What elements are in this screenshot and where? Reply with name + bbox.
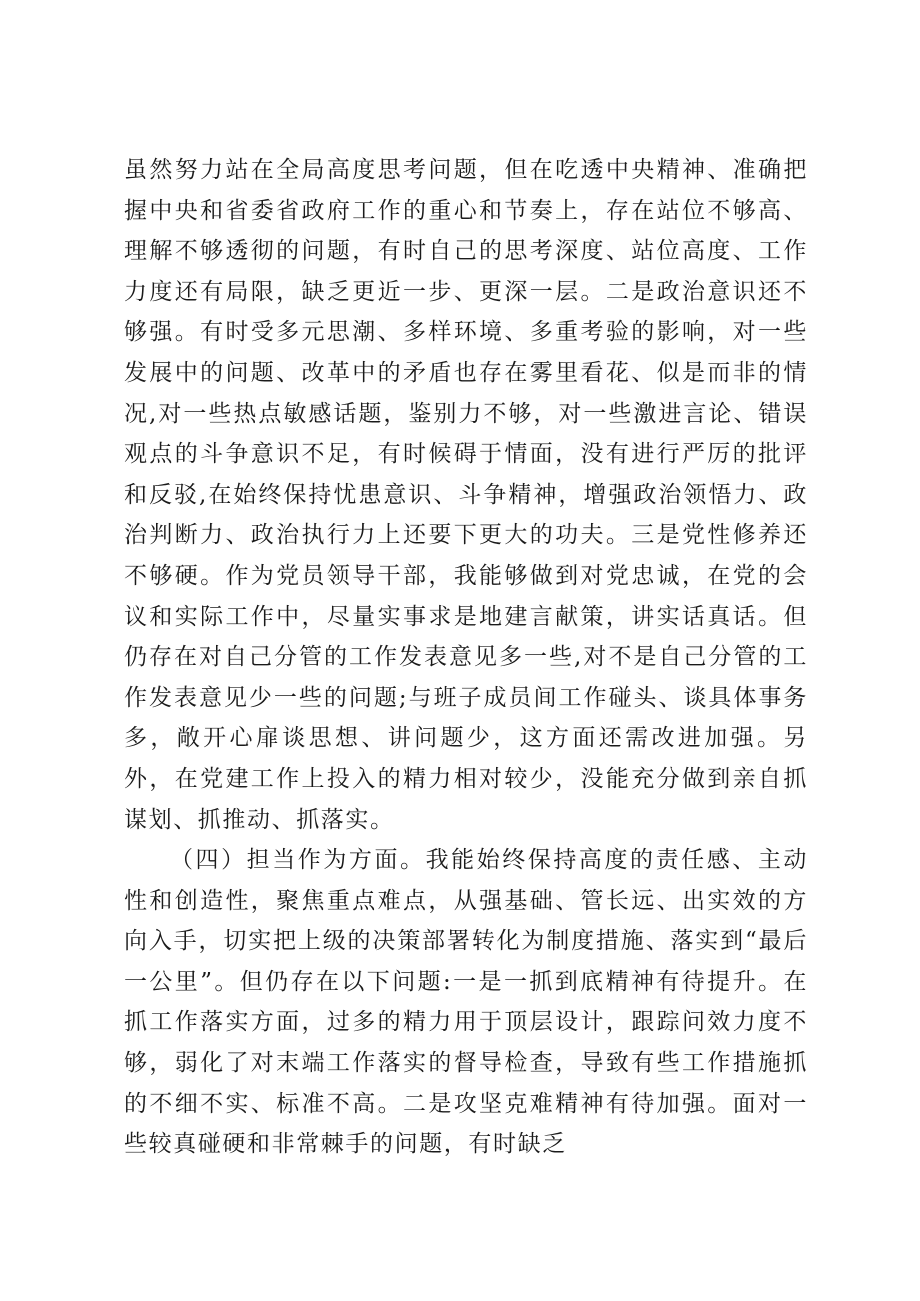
body-text [124, 150, 808, 1165]
paragraph-continued: 虽然努力站在全局高度思考问题，但在吃透中央精神、准确把握中央和省委省政府工作的重心和节奏上，存在站位不够高、理解不够透彻的问题，有时自己的思考深度、站位高度、工作力度还有局限，缺乏更近一步、更深一层。二是政治意识还不够强。有时受多元思潮、多样环境、多重考验的影响，对一些发展中的问题、改革中的矛盾也存在雾里看花、似是而非的情况,对一些热点敏感话题，鉴别力不够，对一些激进言论、错误观点的斗争意识不足，有时候碍于情面，没有进行严厉的批评和反驳,在始终保持忧患意识、斗争精神，增强政治领悟力、政治判断力、政治执行力上还要下更大的功夫。三是党性修养还不够硬。作为党员领导干部，我能够做到对党忠诚，在党的会议和实际工作中，尽量实事求是地建言献策，讲实话真话。但仍存在对自己分管的工作发表意见多一些,对不是自己分管的工作发表意见少一些的问题;与班子成员间工作碰头、谈具体事务多，敞开心扉谈思想、讲问题少，这方面还需改进加强。另外，在党建工作上投入的精力相对较少，没能充分做到亲自抓谋划、抓推动、抓落实。 [124, 157, 808, 833]
paragraph-section-four: （四）担当作为方面。我能始终保持高度的责任感、主动性和创造性，聚焦重点难点，从强基础、管长远、出实效的方向入手，切实把上级的决策部署转化为制度措施、落实到“最后一公里”。但仍存在以下问题:一是一抓到底精神有待提升。在抓工作落实方面，过多的精力用于顶层设计，跟踪问效力度不够，弱化了对末端工作落实的督导检查，导致有些工作措施抓的不细不实、标准不高。二是攻坚克难精神有待加强。面对一些较真碰硬和非常棘手的问题，有时缺乏 [124, 847, 808, 1158]
